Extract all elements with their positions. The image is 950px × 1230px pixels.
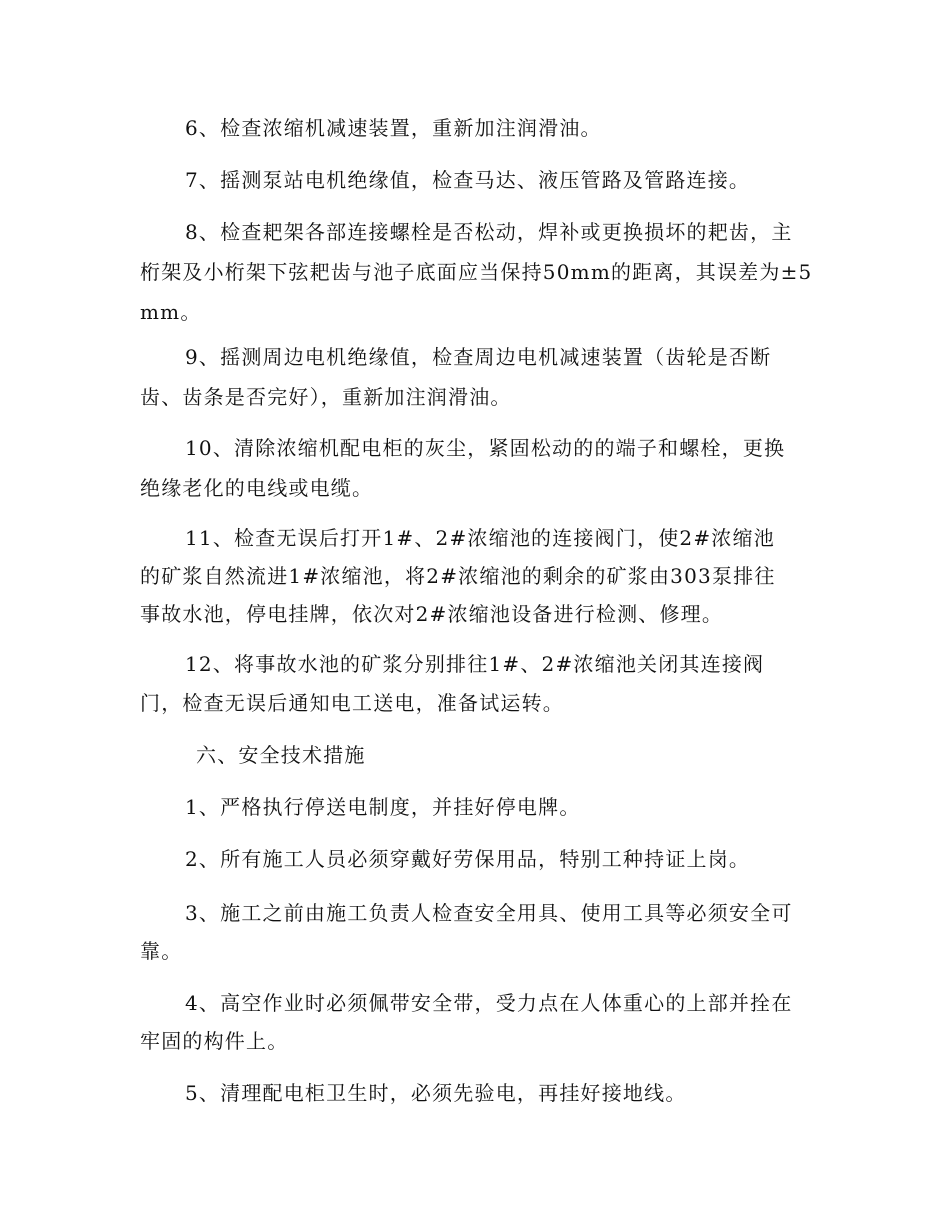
paragraph-7-line-1: 7、摇测泵站电机绝缘值，检查马达、液压管路及管路连接。 [185,168,751,192]
paragraph-12-line-1: 12、将事故水池的矿浆分别排往1#、2#浓缩池关闭其连接阀 [185,652,765,676]
safety-item-3-line-2: 靠。 [140,939,183,963]
paragraph-10-line-2: 绝缘老化的电线或电缆。 [140,476,374,500]
paragraph-11-line-1: 11、检查无误后打开1#、2#浓缩池的连接阀门，使2#浓缩池 [185,526,775,550]
paragraph-12-line-2: 门，检查无误后通知电工送电，准备试运转。 [140,691,564,715]
paragraph-9-line-2: 齿、齿条是否完好），重新加注润滑油。 [140,385,512,409]
paragraph-8-line-2: 桁架及小桁架下弦耙齿与池子底面应当保持50mm的距离，其误差为±5 [140,260,813,284]
paragraph-6-line-1: 6、检查浓缩机减速装置，重新加注润滑油。 [185,116,602,140]
section-heading-safety: 六、安全技术措施 [196,743,366,767]
safety-item-5: 5、清理配电柜卫生时，必须先验电，再挂好接地线。 [185,1081,687,1105]
paragraph-8-line-1: 8、检查耙架各部连接螺栓是否松动，焊补或更换损坏的耙齿，主 [185,220,793,244]
paragraph-10-line-1: 10、清除浓缩机配电柜的灰尘，紧固松动的的端子和螺栓，更换 [185,436,786,460]
paragraph-9-line-1: 9、摇测周边电机绝缘值，检查周边电机减速装置（齿轮是否断 [185,345,772,369]
safety-item-1: 1、严格执行停送电制度，并挂好停电牌。 [185,795,581,819]
paragraph-11-line-3: 事故水池，停电挂牌，依次对2#浓缩池设备进行检测、修理。 [140,602,724,626]
safety-item-2: 2、所有施工人员必须穿戴好劳保用品，特别工种持证上岗。 [185,847,751,871]
paragraph-11-line-2: 的矿浆自然流进1#浓缩池，将2#浓缩池的剩余的矿浆由303泵排往 [140,564,776,588]
safety-item-4-line-2: 牢固的构件上。 [140,1029,289,1053]
paragraph-8-line-3: mm。 [140,300,202,324]
safety-item-3-line-1: 3、施工之前由施工负责人检查安全用具、使用工具等必须安全可 [185,901,793,925]
safety-item-4-line-1: 4、高空作业时必须佩带安全带，受力点在人体重心的上部并拴在 [185,991,793,1015]
